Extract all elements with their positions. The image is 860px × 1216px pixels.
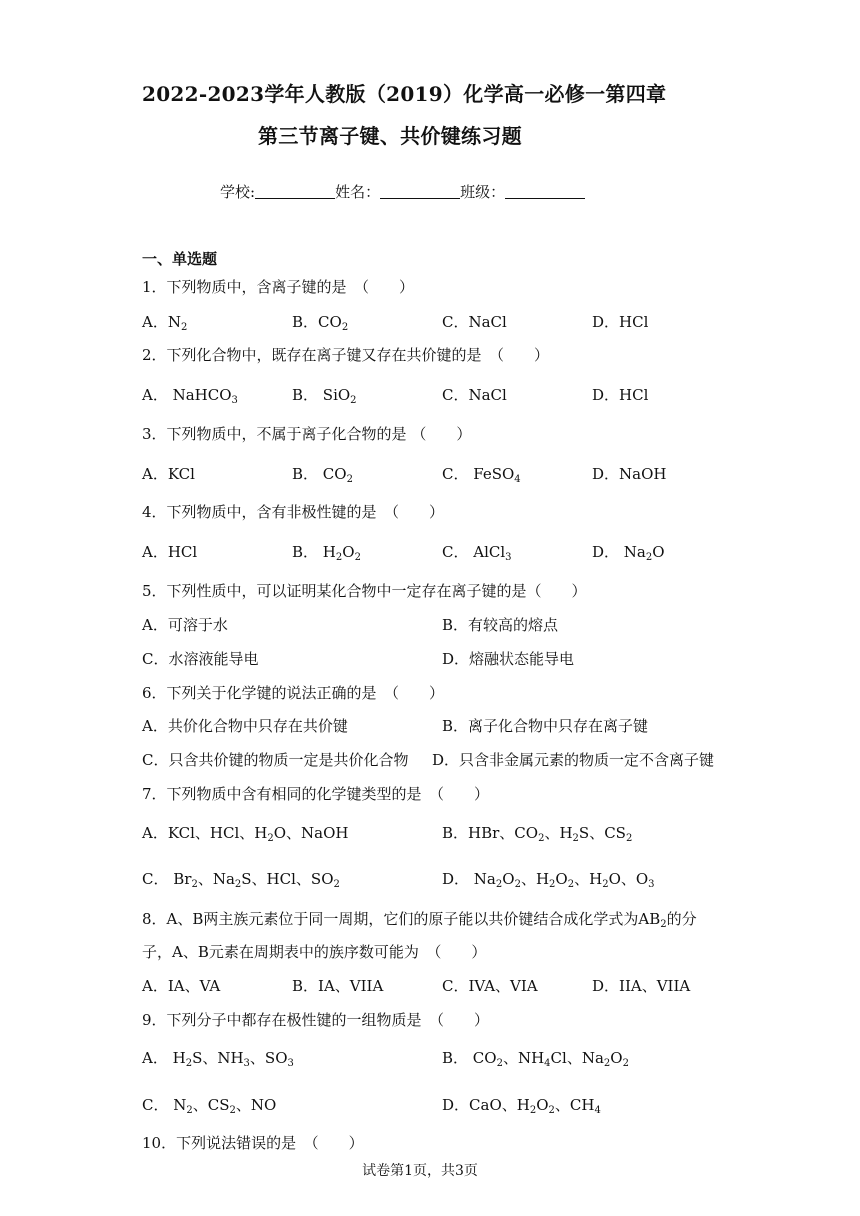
q5-option-a: A．可溶于水 [142,616,228,634]
exam-title-line2: 第三节离子键、共价键练习题 [258,124,522,148]
question-1: 1．下列物质中，含离子键的是 （ ） [142,278,415,296]
q5-option-b: B．有较高的熔点 [442,616,559,634]
question-9: 9．下列分子中都存在极性键的一组物质是 （ ） [142,1011,490,1029]
q9-option-c: C． $N_2$、$CS_2$、NO [142,1096,277,1116]
q2-option-b: B． SiO$_2$ [292,386,357,406]
q1-option-c: C．NaCl [442,313,507,331]
q2-option-c: C．NaCl [442,386,507,404]
q3-option-d: D．NaOH [592,465,667,483]
class-label: 班级： [460,183,506,201]
q9-option-a: A． $H_2S$、$NH_3$、$SO_3$ [142,1049,294,1069]
q2-option-d: D．HCl [592,386,649,404]
question-7: 7．下列物质中含有相同的化学键类型的是 （ ） [142,785,490,803]
q8-option-b: B．IA、VIIA [292,977,384,995]
q7-option-b: B．HBr、$CO_2$、$H_2S$、$CS_2$ [442,824,633,844]
q7-option-d: D． $Na_2O_2$、$H_2O_2$、$H_2O$、$O_3$ [442,870,655,890]
q2-option-a: A． NaHCO$_3$ [142,386,238,406]
q5-option-d: D．熔融状态能导电 [442,650,575,668]
q6-option-d: D．只含非金属元素的物质一定不含离子键 [432,751,715,769]
question-5: 5．下列性质中，可以证明某化合物中一定存在离子键的是（ ） [142,582,587,600]
q7-option-c: C． $Br_2$、$Na_2S$、HCl、$SO_2$ [142,870,340,890]
q4-option-b: B． $H_2O_2$ [292,543,361,563]
q5-option-c: C．水溶液能导电 [142,650,259,668]
q4-option-a: A．HCl [142,543,198,561]
school-blank[interactable] [255,184,335,199]
class-blank[interactable] [505,184,585,199]
q1-option-b: B．$CO_2$ [292,313,349,333]
q7-option-a: A．KCl、HCl、$H_2O$、NaOH [142,824,349,844]
question-6: 6．下列关于化学键的说法正确的是 （ ） [142,684,445,702]
q3-option-c: C． FeSO$_4$ [442,465,521,485]
question-8-continued: 子，A、B元素在周期表中的族序数可能为 （ ） [142,943,487,961]
q9-option-d: D．CaO、$H_2O_2$、$CH_4$ [442,1096,601,1116]
question-4: 4．下列物质中，含有非极性键的是 （ ） [142,503,445,521]
q8-option-d: D．IIA、VIIA [592,977,691,995]
q9-option-b: B． $CO_2$、$NH_4Cl$、$Na_2O_2$ [442,1049,629,1069]
q1-option-a: A．$N_2$ [142,313,188,333]
q4-option-c: C． AlCl$_3$ [442,543,512,563]
q3-option-b: B． $CO_2$ [292,465,353,485]
q6-option-a: A．共价化合物中只存在共价键 [142,717,348,735]
q1-option-d: D．HCl [592,313,649,331]
question-8: 8．A、B两主族元素位于同一周期，它们的原子能以共价键结合成化学式为$AB_2$的分 [142,910,697,930]
section-title: 一、单选题 [142,250,218,268]
q3-option-a: A．KCl [142,465,195,483]
page-footer: 试卷第1页，共3页 [362,1163,478,1179]
name-blank[interactable] [380,184,460,199]
school-label: 学校: [220,183,256,201]
question-3: 3．下列物质中，不属于离子化合物的是 （ ） [142,425,472,443]
question-10: 10．下列说法错误的是 （ ） [142,1134,364,1152]
question-2: 2．下列化合物中，既存在离子键又存在共价键的是 （ ） [142,346,550,364]
q4-option-d: D． $Na_2O$ [592,543,665,563]
q6-option-c: C．只含共价键的物质一定是共价化合物 [142,751,409,769]
name-label: 姓名： [335,183,381,201]
exam-title-line1: 2022-2023学年人教版（2019）化学高一必修一第四章 [142,82,667,106]
q6-option-b: B．离子化合物中只存在离子键 [442,717,649,735]
q8-option-c: C．IVA、VIA [442,977,538,995]
q8-option-a: A．IA、VA [142,977,221,995]
student-info [220,181,585,202]
